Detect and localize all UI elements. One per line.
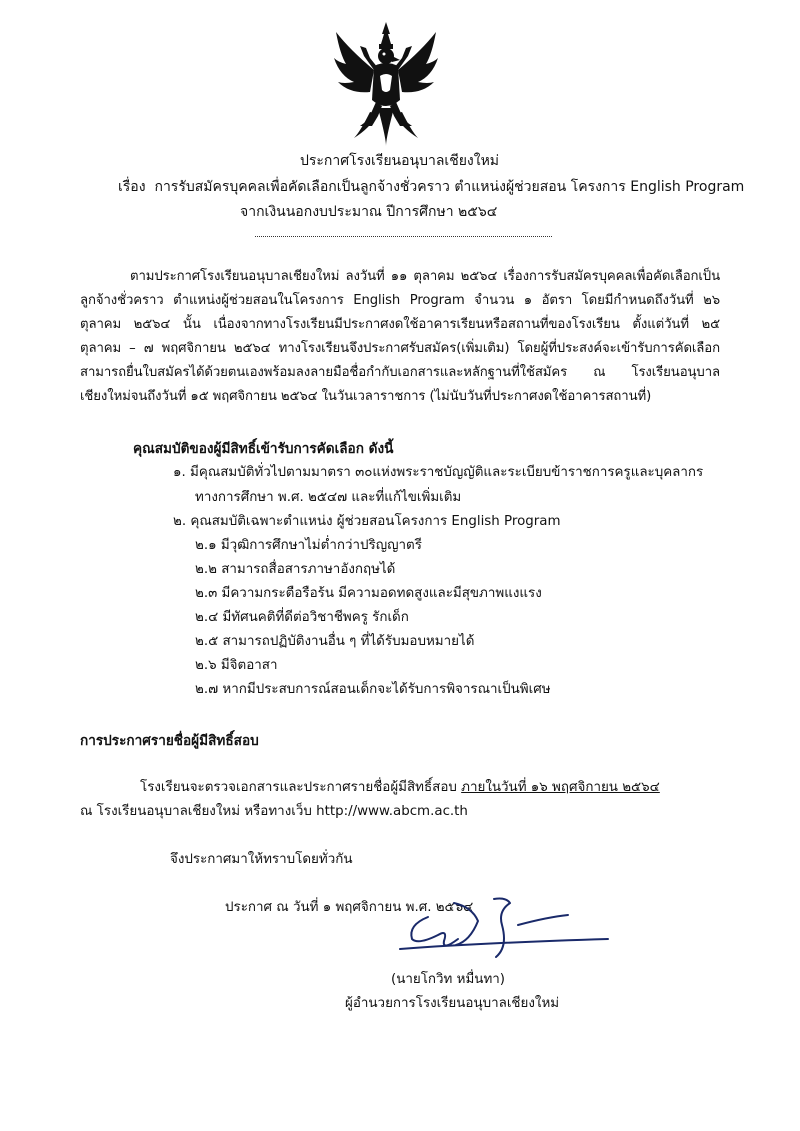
item-number: ๑.	[173, 465, 186, 480]
signature	[398, 895, 610, 965]
sub-item	[195, 678, 551, 699]
item-number: ๒.	[173, 514, 187, 529]
item-text: คุณสมบัติเฉพาะตำแหน่ง ผู้ช่วยสอนโครงการ English Program	[190, 514, 561, 529]
sub-item-number: ๒.๗	[195, 682, 219, 697]
sub-item-number: ๒.๖	[195, 658, 217, 673]
sub-item-text: สามารถปฏิบัติงานอื่น ๆ ที่ได้รับมอบหมายได้	[222, 634, 475, 649]
sub-item	[195, 630, 474, 651]
sub-item-number: ๒.๔	[195, 610, 219, 625]
closing-statement: จึงประกาศมาให้ทราบโดยทั่วกัน	[170, 852, 353, 867]
sub-item	[195, 558, 395, 579]
announcement-line-2: ณ โรงเรียนอนุบาลเชียงใหม่ หรือทางเว็บ http://www.abcm.ac.th	[80, 804, 468, 819]
sub-item-number: ๒.๒	[195, 562, 217, 577]
qualification-item-2	[173, 510, 561, 531]
announcement-line-1	[140, 776, 660, 797]
announcement-text: โรงเรียนจะตรวจเอกสารและประกาศรายชื่อผู้มีสิทธิ์สอบ	[140, 780, 457, 795]
date-line: ประกาศ ณ วันที่ ๑ พฤศจิกายน พ.ศ. ๒๕๖๔	[225, 900, 474, 915]
subject-text: การรับสมัครบุคคลเพื่อคัดเลือกเป็นลูกจ้างชั่วคราว ตำแหน่งผู้ช่วยสอน โครงการ English Program	[154, 179, 745, 195]
qualifications-title: คุณสมบัติของผู้มีสิทธิ์เข้ารับการคัดเลือก ดังนี้	[133, 441, 394, 457]
subject-line-2: จากเงินนอกงบประมาณ ปีการศึกษา ๒๕๖๔	[240, 204, 498, 220]
sub-item-text: หากมีประสบการณ์สอนเด็กจะได้รับการพิจารณาเป็นพิเศษ	[222, 682, 551, 697]
sub-item-number: ๒.๑	[195, 538, 217, 553]
signer-position: ผู้อำนวยการโรงเรียนอนุบาลเชียงใหม่	[345, 996, 560, 1011]
sub-item-text: สามารถสื่อสารภาษาอังกฤษได้	[221, 562, 396, 577]
subject-line	[118, 176, 744, 199]
garuda-emblem	[330, 20, 442, 150]
announcement-title: ประกาศโรงเรียนอนุบาลเชียงใหม่	[300, 153, 500, 169]
sub-item-text: มีวุฒิการศึกษาไม่ต่ำกว่าปริญญาตรี	[220, 538, 422, 553]
header-divider	[255, 236, 552, 237]
item-text: มีคุณสมบัติทั่วไปตามมาตรา ๓๐แห่งพระราชบัญญัติและระเบียบข้าราชการครูและบุคลากร	[190, 465, 704, 480]
signer-name: (นายโกวิท หมื่นทา)	[391, 972, 506, 987]
sub-item-text: มีทัศนคติที่ดีต่อวิชาชีพครู รักเด็ก	[222, 610, 409, 625]
sub-item-text: มีความกระตือรือร้น มีความอดทดสูงและมีสุขภาพแงแรง	[221, 586, 542, 601]
sub-item	[195, 534, 422, 555]
sub-item-number: ๒.๓	[195, 586, 218, 601]
qualification-item-1	[173, 461, 703, 482]
announcement-date: ภายในวันที่ ๑๖ พฤศจิกายน ๒๕๖๔	[461, 780, 660, 795]
sub-item-number: ๒.๕	[195, 634, 219, 649]
sub-item	[195, 654, 277, 675]
sub-item	[195, 606, 409, 627]
intro-section	[80, 265, 720, 409]
intro-paragraph: ตามประกาศโรงเรียนอนุบาลเชียงใหม่ ลงวันที่ ๑๑ ตุลาคม ๒๕๖๔ เรื่องการรับสมัครบุคคลเพื่อคัดเลือกเป็นลูกจ้างชั่วคราว ตำแหน่งผู้ช่วยสอนในโครงการ English Program จำนวน ๑ อัตรา โดยมีกำหนดถึงวันที่ ๒๖ ตุลาคม ๒๕๖๔ นั้น เนื่องจากทางโรงเรียนมีประกาศงดใช้อาคารเรียนหรือสถานที่ของโรงเรียน ตั้งแต่วันที่ ๒๕ ตุลาคม – ๗ พฤศจิกายน ๒๕๖๔ ทางโรงเรียนจึงประกาศรับสมัคร(เพิ่มเติม) โดยผู้ที่ประสงค์จะเข้ารับการคัดเลือกสามารถยื่นใบสมัครได้ด้วยตนเองพร้อมลงลายมือชื่อกำกับเอกสารและหลักฐานที่ใช้สมัคร ณ โรงเรียนอนุบาลเชียงใหม่จนถึงวันที่ ๑๕ พฤศจิกายน ๒๕๖๔ ในวันเวลาราชการ (ไม่นับวันที่ประกาศงดใช้อาคารสถานที่)	[80, 269, 720, 404]
sub-item	[195, 582, 542, 603]
announcement-title: การประกาศรายชื่อผู้มีสิทธิ์สอบ	[80, 733, 259, 749]
qualification-item-1-cont: ทางการศึกษา พ.ศ. ๒๕๔๗ และที่แก้ไขเพิ่มเติม	[195, 490, 462, 505]
subject-label: เรื่อง	[118, 179, 146, 195]
sub-item-text: มีจิตอาสา	[220, 658, 278, 673]
